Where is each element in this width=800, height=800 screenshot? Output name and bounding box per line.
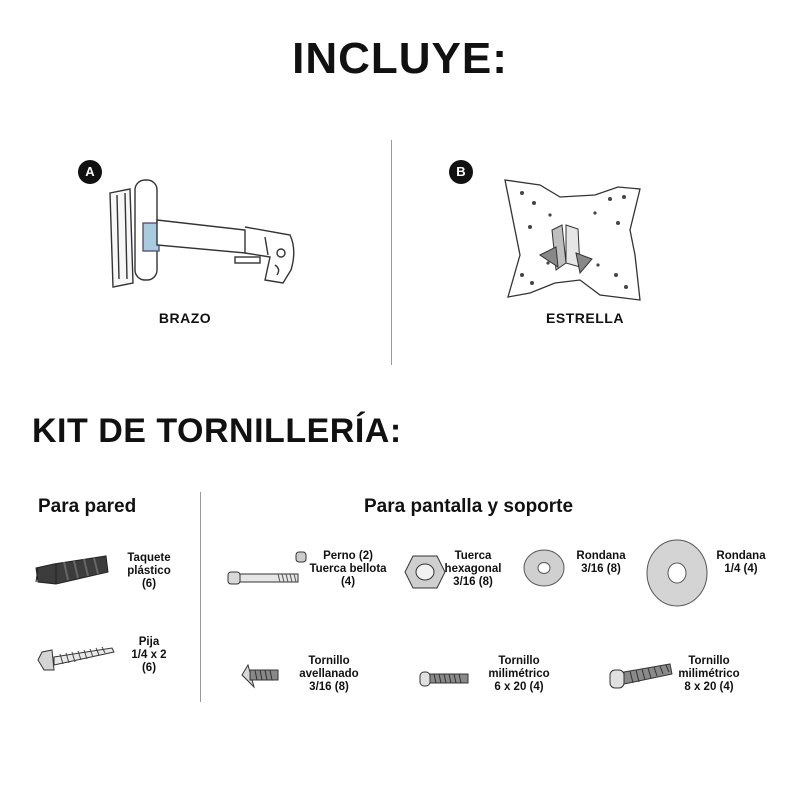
kit-title: KIT DE TORNILLERÍA: — [32, 412, 402, 450]
star-plate-icon — [500, 175, 645, 305]
machine-screw-m6-icon — [418, 665, 472, 691]
wall-heading: Para pared — [38, 496, 137, 517]
screen-item-washer-small-label: Rondana 3/16 (8) — [576, 550, 626, 575]
screen-item-m6-label: Tornillo milimétrico 6 x 20 (4) — [488, 655, 550, 693]
wall-anchor-icon — [34, 550, 112, 595]
screen-item-hexnut-label: Tuerca hexagonal 3/16 (8) — [444, 550, 502, 588]
arm-icon — [105, 175, 305, 290]
wall-item-screw-label: Pija 1/4 x 2 (6) — [131, 636, 167, 674]
screen-item-m8-label: Tornillo milimétrico 8 x 20 (4) — [678, 655, 740, 693]
included-label-arm: BRAZO — [158, 310, 212, 326]
screen-item-countersunk-label: Tornillo avellanado 3/16 (8) — [299, 655, 359, 693]
machine-screw-m8-icon — [608, 660, 674, 694]
kit-divider — [200, 492, 201, 702]
lag-screw-icon — [36, 640, 116, 680]
wall-item-anchor-label: Taquete plástico (6) — [127, 552, 171, 590]
screen-item-washer-large-label: Rondana 1/4 (4) — [716, 550, 766, 575]
divider — [391, 140, 392, 365]
badge-a: A — [78, 160, 102, 184]
large-washer-icon — [645, 538, 709, 608]
small-washer-icon — [522, 548, 566, 588]
badge-b: B — [449, 160, 473, 184]
countersunk-screw-icon — [240, 657, 282, 691]
page-title: INCLUYE: — [292, 34, 508, 83]
included-label-star: ESTRELLA — [546, 310, 624, 326]
screen-item-bolt-label: Perno (2) Tuerca bellota (4) — [309, 550, 387, 588]
screen-heading: Para pantalla y soporte — [364, 496, 574, 517]
